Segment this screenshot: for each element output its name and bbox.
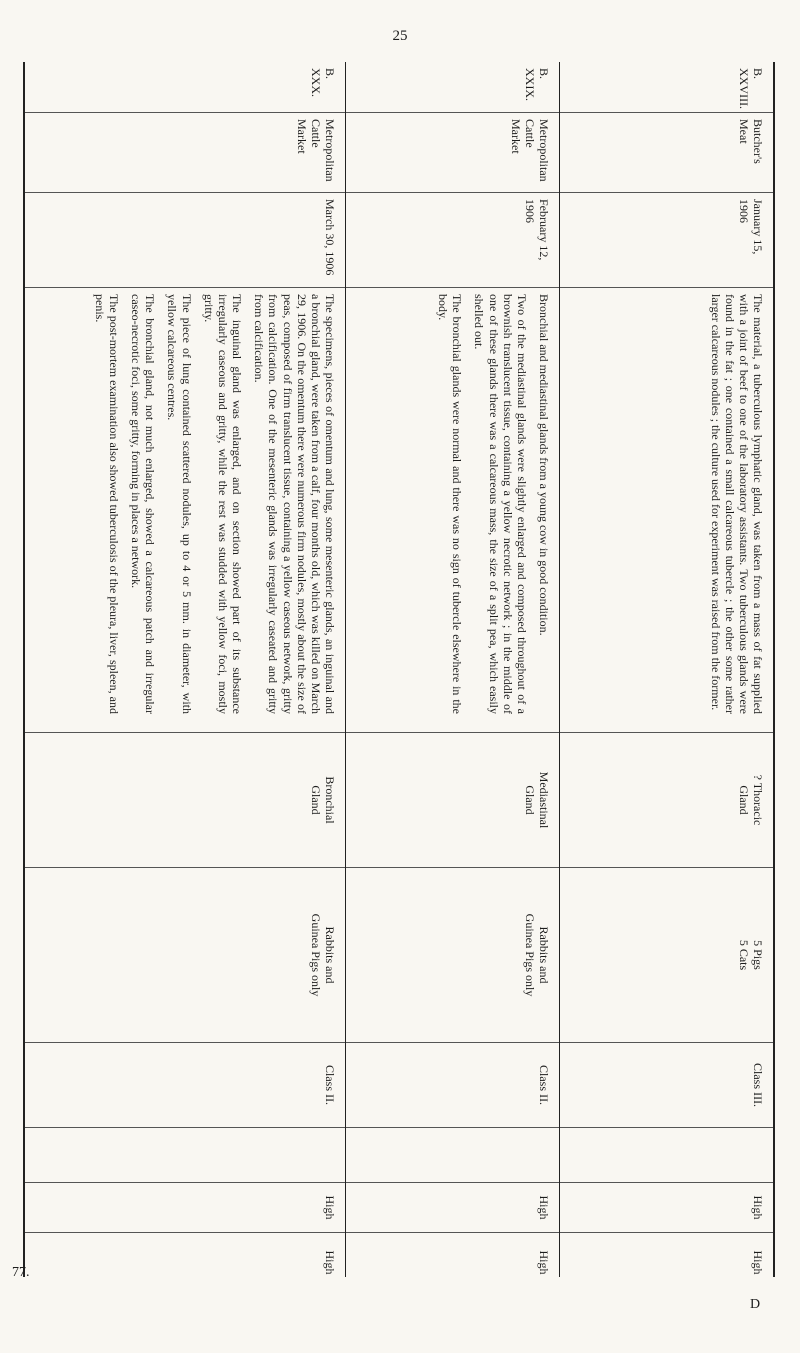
source-line: Metropolitan xyxy=(537,119,551,182)
virulence-cell: High xyxy=(346,1232,559,1292)
virulence-cell: High xyxy=(560,1182,773,1232)
virulence-cell: High xyxy=(560,1232,773,1292)
animals-line: 5 Pigs xyxy=(751,940,765,970)
description-paragraph: The bronchial gland, not much enlarged, showed a calcareous patch and irregular caseo-necrotic foci, some gritty, forming in places a network. xyxy=(129,294,158,714)
source-line: Cattle xyxy=(308,119,323,148)
source-cell xyxy=(346,112,559,192)
table-row xyxy=(23,62,346,1277)
animals-line: Rabbits and xyxy=(323,926,337,984)
description-cell xyxy=(560,287,773,732)
footer-signature-letter: D xyxy=(750,1297,761,1312)
animals-cell xyxy=(25,867,345,1042)
class-cell: Class II. xyxy=(25,1042,345,1127)
source-line: Market xyxy=(508,119,523,154)
table-row xyxy=(560,62,775,1277)
animals-line: Rabbits and xyxy=(537,926,551,984)
animals-line: 5 Cats xyxy=(736,939,751,971)
organ-line: Gland xyxy=(736,785,751,815)
description-paragraph: The piece of lung contained scattered nodules, up to 4 or 5 mm. in diameter, with yellow calcareous centres. xyxy=(165,294,194,714)
organ-line: Mediastinal xyxy=(537,771,551,829)
organ-line: Gland xyxy=(308,785,323,815)
table-row xyxy=(346,62,560,1277)
virulence-cell: High xyxy=(25,1182,345,1232)
tuberculosis-table xyxy=(15,62,775,1277)
blank-cell xyxy=(560,1127,773,1182)
organ-cell xyxy=(346,732,559,867)
animals-line: Guinea Pigs only xyxy=(308,913,323,997)
specimen-cell: B. XXX. xyxy=(308,68,337,97)
specimen-cell: B. XXVIII. xyxy=(736,68,765,109)
description-paragraph: The material, a tuberculous lymphatic gland, was taken from a mass of fat supplied with a joint of beef to one of the laboratory assistants. Two tuberculous glands were found in the fat ; one contained a small calcareous tubercle ; the other some rather larger calcareous nodules ; the culture used for experiment was raised from the former. xyxy=(708,294,765,714)
animals-line: Guinea Pigs only xyxy=(522,913,537,997)
description-paragraph: Bronchial and mediastinal glands from a young cow in good condition. xyxy=(537,294,551,636)
animals-cell xyxy=(560,867,773,1042)
page-number: 25 xyxy=(392,28,408,44)
source-line: Meat xyxy=(736,119,751,144)
description-paragraph: The inguinal gland was enlarged, and on section showed part of its substance irregularly caseous and gritty, while the rest was studded with yellow foci, mostly gritty. xyxy=(201,294,245,714)
specimen-cell: B. XXIX. xyxy=(522,68,551,101)
source-line: Butcher's xyxy=(751,119,765,164)
source-cell xyxy=(25,112,345,192)
organ-cell xyxy=(25,732,345,867)
description-paragraph: The specimens, pieces of omentum and lung, some mesenteric glands, an inguinal and a bronchial gland, were taken from a calf, four months old, which was killed on March 29, 1906. On the omentum there were numerous firm nodules, mostly about the size of peas, composed of firm translucent tissue, containing a yellow caseous network, gritty from calcification. One of the mesenteric glands was irregularly caseated and gritty from calcification. xyxy=(252,294,337,714)
source-line: Cattle xyxy=(522,119,537,148)
date-cell: March 30, 1906 xyxy=(25,192,345,287)
source-line: Market xyxy=(294,119,309,154)
description-paragraph: The bronchial glands were normal and there was no sign of tubercle elsewhere in the body. xyxy=(436,294,465,714)
blank-cell xyxy=(346,1127,559,1182)
blank-cell xyxy=(25,1127,345,1182)
class-cell: Class II. xyxy=(346,1042,559,1127)
animals-cell xyxy=(346,867,559,1042)
organ-cell xyxy=(560,732,773,867)
description-paragraph: Two of the mediastinal glands were slightly enlarged and composed throughout of a brownish translucent tissue, containing a yellow necrotic network ; in the middle of one of these glands there was a calcareous mass, the size of a split pea, which easily shelled out. xyxy=(472,294,529,714)
description-paragraph: The post-mortem examination also showed tuberculosis of the pleura, liver, spleen, and penis. xyxy=(92,294,121,714)
date-cell: February 12, 1906 xyxy=(346,192,559,287)
class-cell: Class III. xyxy=(560,1042,773,1127)
virulence-cell: High xyxy=(25,1232,345,1292)
virulence-cell: High xyxy=(346,1182,559,1232)
source-cell xyxy=(560,112,773,192)
organ-line: Bronchial xyxy=(323,776,337,824)
source-line: Metropolitan xyxy=(323,119,337,182)
description-cell xyxy=(346,287,559,732)
description-cell xyxy=(25,287,345,732)
date-cell: January 15, 1906 xyxy=(560,192,773,287)
footer-signature-number: 77. xyxy=(12,1265,30,1280)
organ-line: ? Thoracic xyxy=(751,774,765,826)
organ-line: Gland xyxy=(522,785,537,815)
